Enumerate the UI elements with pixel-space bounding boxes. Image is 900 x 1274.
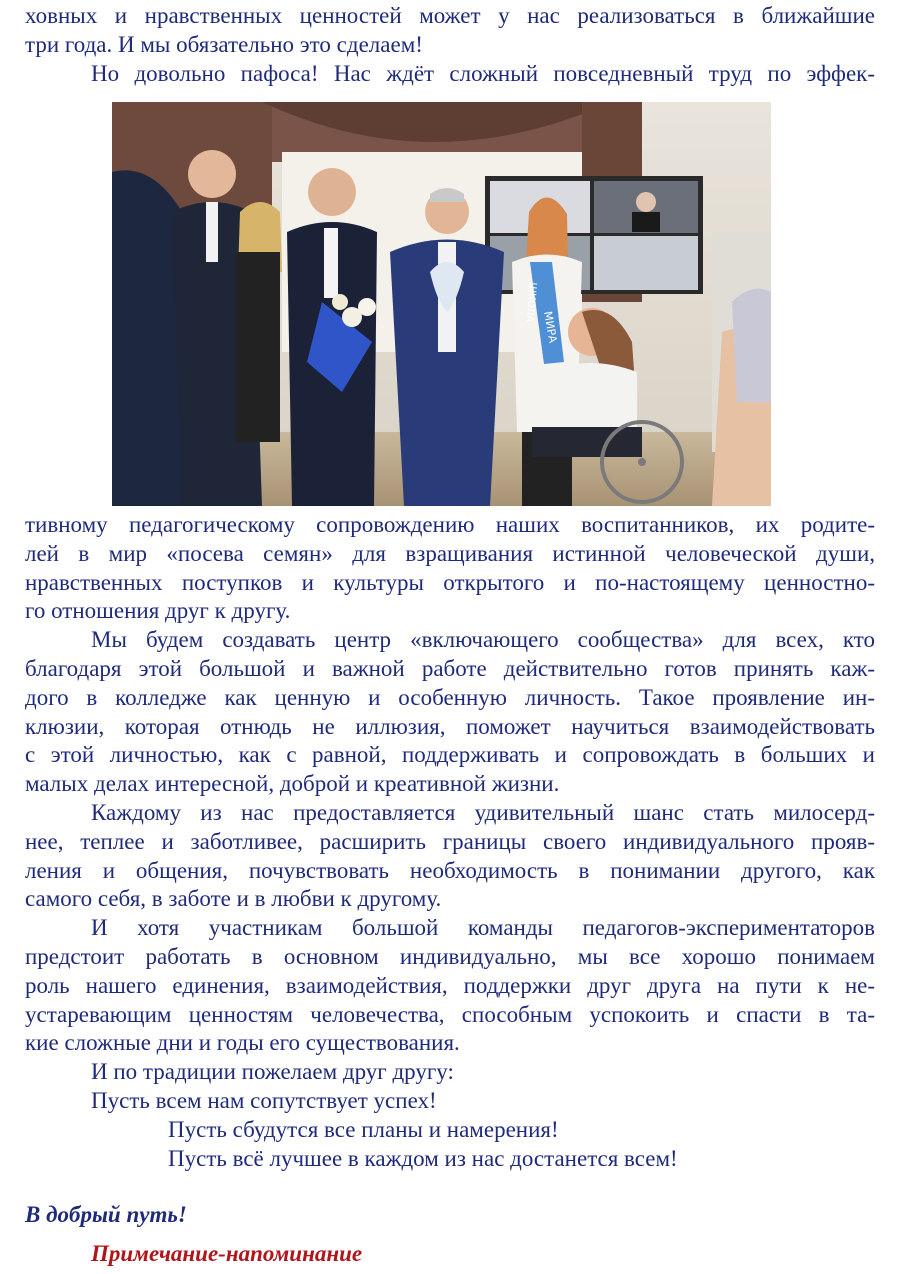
- text-line: И по традиции пожелаем друг другу:: [91, 1059, 454, 1085]
- text-line: лей в мир «посева семян» для взращивания истинной человеческой души,: [25, 540, 875, 566]
- intro-paragraph: [25, 2, 875, 88]
- text-line: кие сложные дни и годы его существования.: [25, 1030, 460, 1056]
- text-line: Каждому из нас предоставляется удивительный шанс стать милосерд-: [91, 799, 875, 825]
- text-line: предстоит работать в основном индивидуально, мы все хорошо понимаем: [25, 943, 875, 969]
- text-line: нравственных поступков и культуры открытого и по-настоящему ценностно-: [25, 569, 875, 595]
- text-line: малых делах интересной, доброй и креативной жизни.: [25, 771, 560, 797]
- text-line: Пусть сбудутся все планы и намерения!: [168, 1116, 559, 1142]
- text-line: Но довольно пафоса! Нас ждёт сложный повседневный труд по эффек-: [91, 60, 875, 86]
- text-line: дого в колледже как ценную и особенную личность. Такое проявление ин-: [25, 684, 875, 710]
- text-line: Пусть всем нам сопутствует успех!: [91, 1087, 437, 1113]
- text-line: клюзии, которая отнюдь не иллюзия, поможет научиться взаимодействовать: [25, 713, 875, 739]
- body-text: [25, 511, 875, 1173]
- text-line: три года. И мы обязательно это сделаем!: [25, 31, 423, 57]
- text-line: И хотя участникам большой команды педагогов-экспериментаторов: [91, 915, 875, 941]
- text-line: роль нашего единения, взаимодействия, поддержки друг друга на пути к не-: [25, 972, 875, 998]
- note-heading: Примечание-напоминание: [91, 1241, 363, 1266]
- closing-wish: В добрый путь!: [25, 1202, 187, 1227]
- text-line: тивному педагогическому сопровождению наших воспитанников, их родите-: [25, 512, 875, 537]
- text-line: Мы будем создавать центр «включающего сообщества» для всех, кто: [91, 627, 875, 653]
- text-line: устаревающим ценностям человечества, способным успокоить и спасти в та-: [25, 1001, 875, 1027]
- text-line: благодаря этой большой и важной работе действительно готов принять каж-: [25, 655, 875, 681]
- text-line: го отношения друг к другу.: [25, 598, 291, 624]
- text-line: ления и общения, почувствовать необходимость в понимании другого, как: [25, 857, 875, 883]
- sash-text: ШКОЛА: [523, 281, 538, 323]
- text-line: Пусть всё лучшее в каждом из нас достанется всем!: [168, 1145, 678, 1171]
- text-line: с этой личностью, как с равной, поддерживать и сопровождать в больших и: [25, 742, 875, 768]
- text-line: ховных и нравственных ценностей может у нас реализоваться в ближайшие: [25, 3, 875, 28]
- text-line: самого себя, в заботе и в любви к другому.: [25, 886, 442, 912]
- sash-text: МИРА: [541, 310, 560, 344]
- event-photo: [112, 102, 771, 506]
- text-line: нее, теплее и заботливее, расширить границы своего индивидуального прояв-: [25, 828, 875, 854]
